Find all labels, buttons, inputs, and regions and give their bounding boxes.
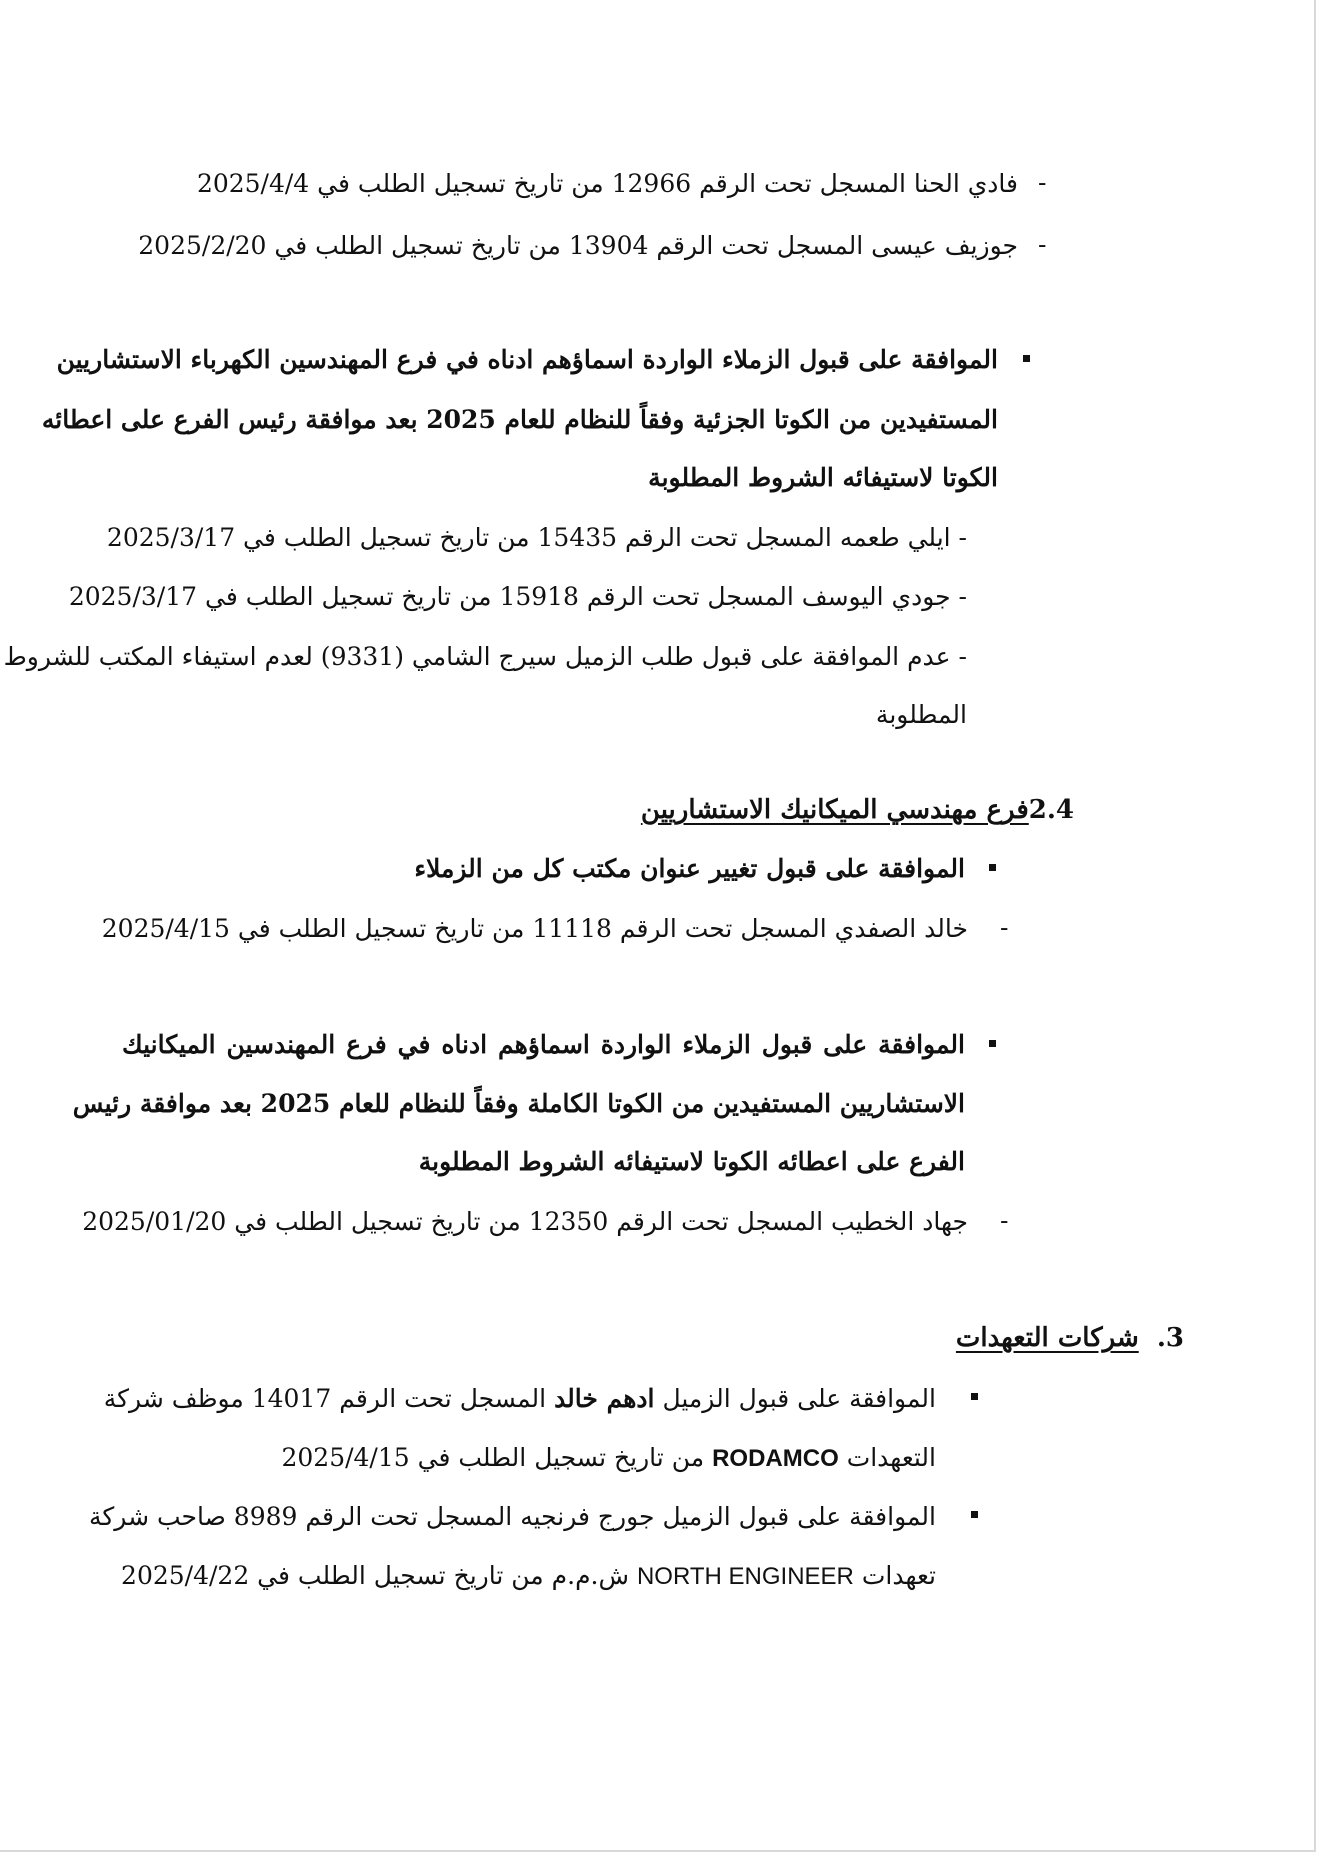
mechanical-item-jihad: جهاد الخطيب المسجل تحت الرقم 12350 من تاريخ تسجيل الطلب في 2025/01/20 [82, 1207, 968, 1236]
electrical-quota-line-1: الموافقة على قبول الزملاء الواردة اسماؤهم ادناه في فرع المهندسين الكهرباء الاستشاريين [56, 345, 998, 374]
section-title: فرع مهندسي الميكانيك الاستشاريين [640, 795, 1029, 825]
mechanical-item-khaled: خالد الصفدي المسجل تحت الرقم 11118 من تاريخ تسجيل الطلب في 2025/4/15 [101, 914, 968, 943]
bullet-square-icon [989, 864, 996, 871]
electrical-quota-line-2: المستفيدين من الكوتا الجزئية وفقاً للنظام للعام 2025 بعد موافقة رئيس الفرع على اعطائه [41, 405, 998, 434]
section-number: 3. [1156, 1323, 1184, 1353]
section-heading-mechanical [641, 790, 1074, 830]
electrical-item-serge-line-1: - عدم الموافقة على قبول طلب الزميل سيرج الشامي (9331) لعدم استيفاء المكتب للشروط [3, 642, 967, 671]
section-heading-contracting [956, 1318, 1184, 1358]
list-dash: - [1038, 230, 1047, 259]
list-dash: - [1000, 1206, 1009, 1235]
adham-registration-text: المسجل تحت الرقم 14017 موظف شركة [103, 1384, 547, 1413]
george-date-text: ش.م.م من تاريخ تسجيل الطلب في 2025/4/22 [121, 1561, 630, 1590]
bullet-square-icon [1023, 355, 1030, 362]
list-dash: - [1000, 913, 1009, 942]
adham-name: ادهم خالد [554, 1384, 655, 1413]
list-item-fadi: فادي الحنا المسجل تحت الرقم 12966 من تاريخ تسجيل الطلب في 2025/4/4 [196, 169, 1018, 198]
bullet-square-icon [971, 1393, 978, 1400]
contracting-george-line-2 [121, 1556, 936, 1597]
adham-date-text: من تاريخ تسجيل الطلب في 2025/4/15 [281, 1443, 705, 1472]
section-number: 2.4 [1028, 795, 1074, 825]
bullet-square-icon [989, 1040, 996, 1047]
mechanical-quota-line-2: الاستشاريين المستفيدين من الكوتا الكاملة وفقاً للنظام للعام 2025 بعد موافقة رئيس [72, 1089, 965, 1118]
bullet-square-icon [971, 1511, 978, 1518]
george-contracting-label: تعهدات [861, 1561, 936, 1590]
list-item-joseph: جوزيف عيسى المسجل تحت الرقم 13904 من تاريخ تسجيل الطلب في 2025/2/20 [138, 231, 1018, 260]
george-company-name: NORTH ENGINEER [636, 1563, 854, 1590]
contracting-george-line-1: الموافقة على قبول الزميل جورج فرنجيه المسجل تحت الرقم 8989 صاحب شركة [89, 1502, 936, 1531]
adham-contracting-label: التعهدات [846, 1443, 936, 1472]
mechanical-quota-line-1: الموافقة على قبول الزملاء الواردة اسماؤهم ادناه في فرع المهندسين الميكانيك [122, 1030, 965, 1059]
address-change-heading: الموافقة على قبول تغيير عنوان مكتب كل من الزملاء [414, 854, 965, 883]
contracting-adham-line-1 [103, 1379, 936, 1419]
list-dash: - [1038, 168, 1047, 197]
electrical-item-serge-line-2: المطلوبة [875, 700, 967, 729]
adham-approval-text: الموافقة على قبول الزميل [662, 1384, 936, 1413]
mechanical-quota-line-3: الفرع على اعطائه الكوتا لاستيفائه الشروط المطلوبة [418, 1147, 965, 1176]
electrical-item-elie: - ايلي طعمه المسجل تحت الرقم 15435 من تاريخ تسجيل الطلب في 2025/3/17 [106, 523, 967, 552]
contracting-adham-line-2 [281, 1438, 936, 1479]
electrical-item-joudi: - جودي اليوسف المسجل تحت الرقم 15918 من تاريخ تسجيل الطلب في 2025/3/17 [68, 582, 967, 611]
adham-company-name: RODAMCO [712, 1445, 839, 1472]
electrical-quota-line-3: الكوتا لاستيفائه الشروط المطلوبة [648, 463, 998, 492]
section-title: شركات التعهدات [955, 1323, 1139, 1353]
